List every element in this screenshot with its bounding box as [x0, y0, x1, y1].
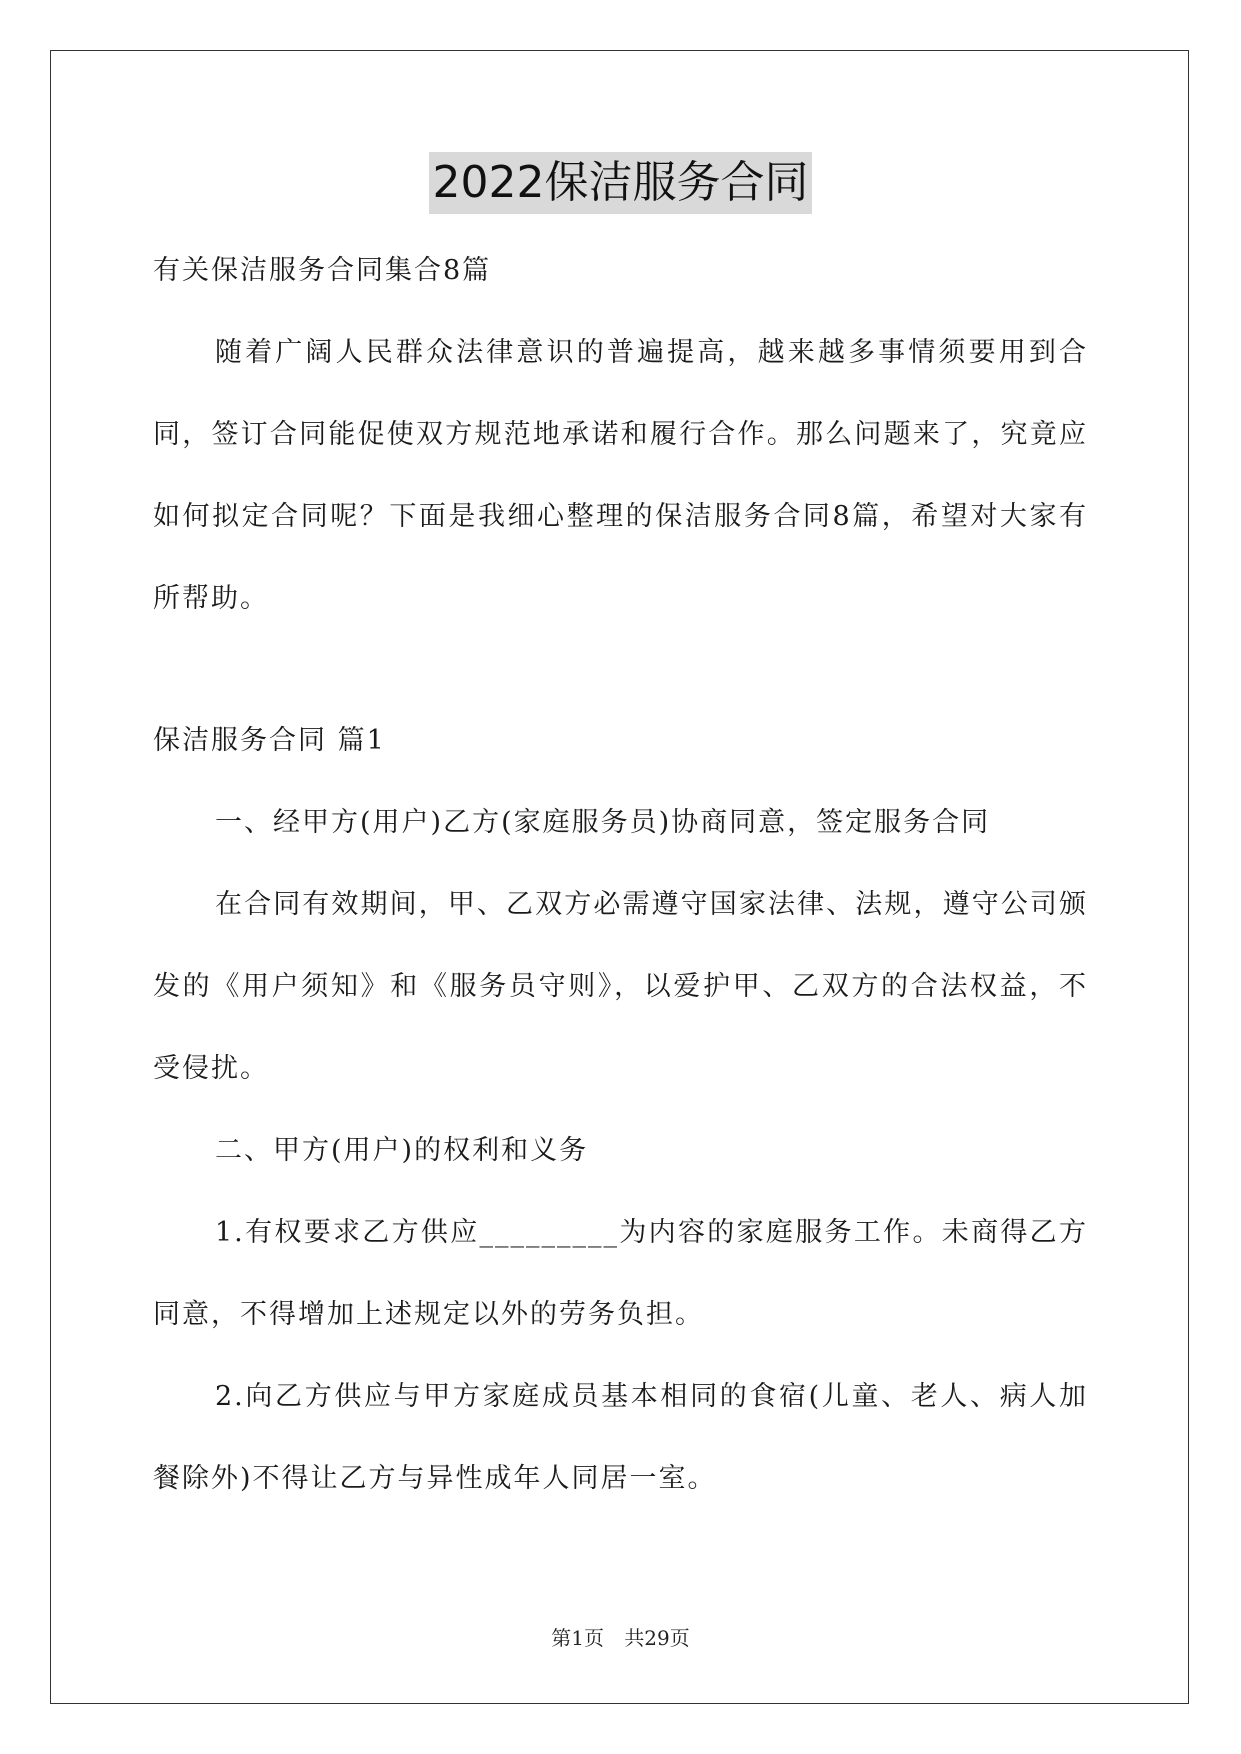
paragraph-item-2: 2.向乙方供应与甲方家庭成员基本相同的食宿(儿童、老人、病人加餐除外)不得让乙方与异性成年人同居一室。	[153, 1381, 1088, 1494]
total-page-count: 共29页	[624, 1626, 690, 1650]
document-title: 2022保洁服务合同	[429, 152, 813, 214]
paragraph-validity: 在合同有效期间，甲、乙双方必需遵守国家法律、法规，遵守公司颁发的《用户须知》和《服务员守则》，以爱护甲、乙双方的合法权益，不受侵扰。	[153, 889, 1088, 1084]
section-spacer	[153, 640, 1088, 700]
page-footer	[0, 1624, 1241, 1652]
document-body	[153, 230, 1088, 1520]
paragraph-item-1: 1.有权要求乙方供应_________为内容的家庭服务工作。未商得乙方同意，不得增加上述规定以外的劳务负担。	[153, 1217, 1088, 1330]
title-container	[0, 152, 1241, 214]
intro-paragraph: 随着广阔人民群众法律意识的普遍提高，越来越多事情须要用到合同，签订合同能促使双方规范地承诺和履行合作。那么问题来了，究竟应如何拟定合同呢？下面是我细心整理的保洁服务合同8篇，希望对大家有所帮助。	[153, 337, 1088, 614]
current-page-number: 第1页	[551, 1626, 604, 1650]
document-subtitle: 有关保洁服务合同集合8篇	[153, 255, 492, 286]
paragraph-clause-1: 一、经甲方(用户)乙方(家庭服务员)协商同意，签定服务合同	[215, 807, 991, 838]
paragraph-clause-2: 二、甲方(用户)的权利和义务	[215, 1135, 589, 1166]
section-heading: 保洁服务合同 篇1	[153, 725, 386, 756]
